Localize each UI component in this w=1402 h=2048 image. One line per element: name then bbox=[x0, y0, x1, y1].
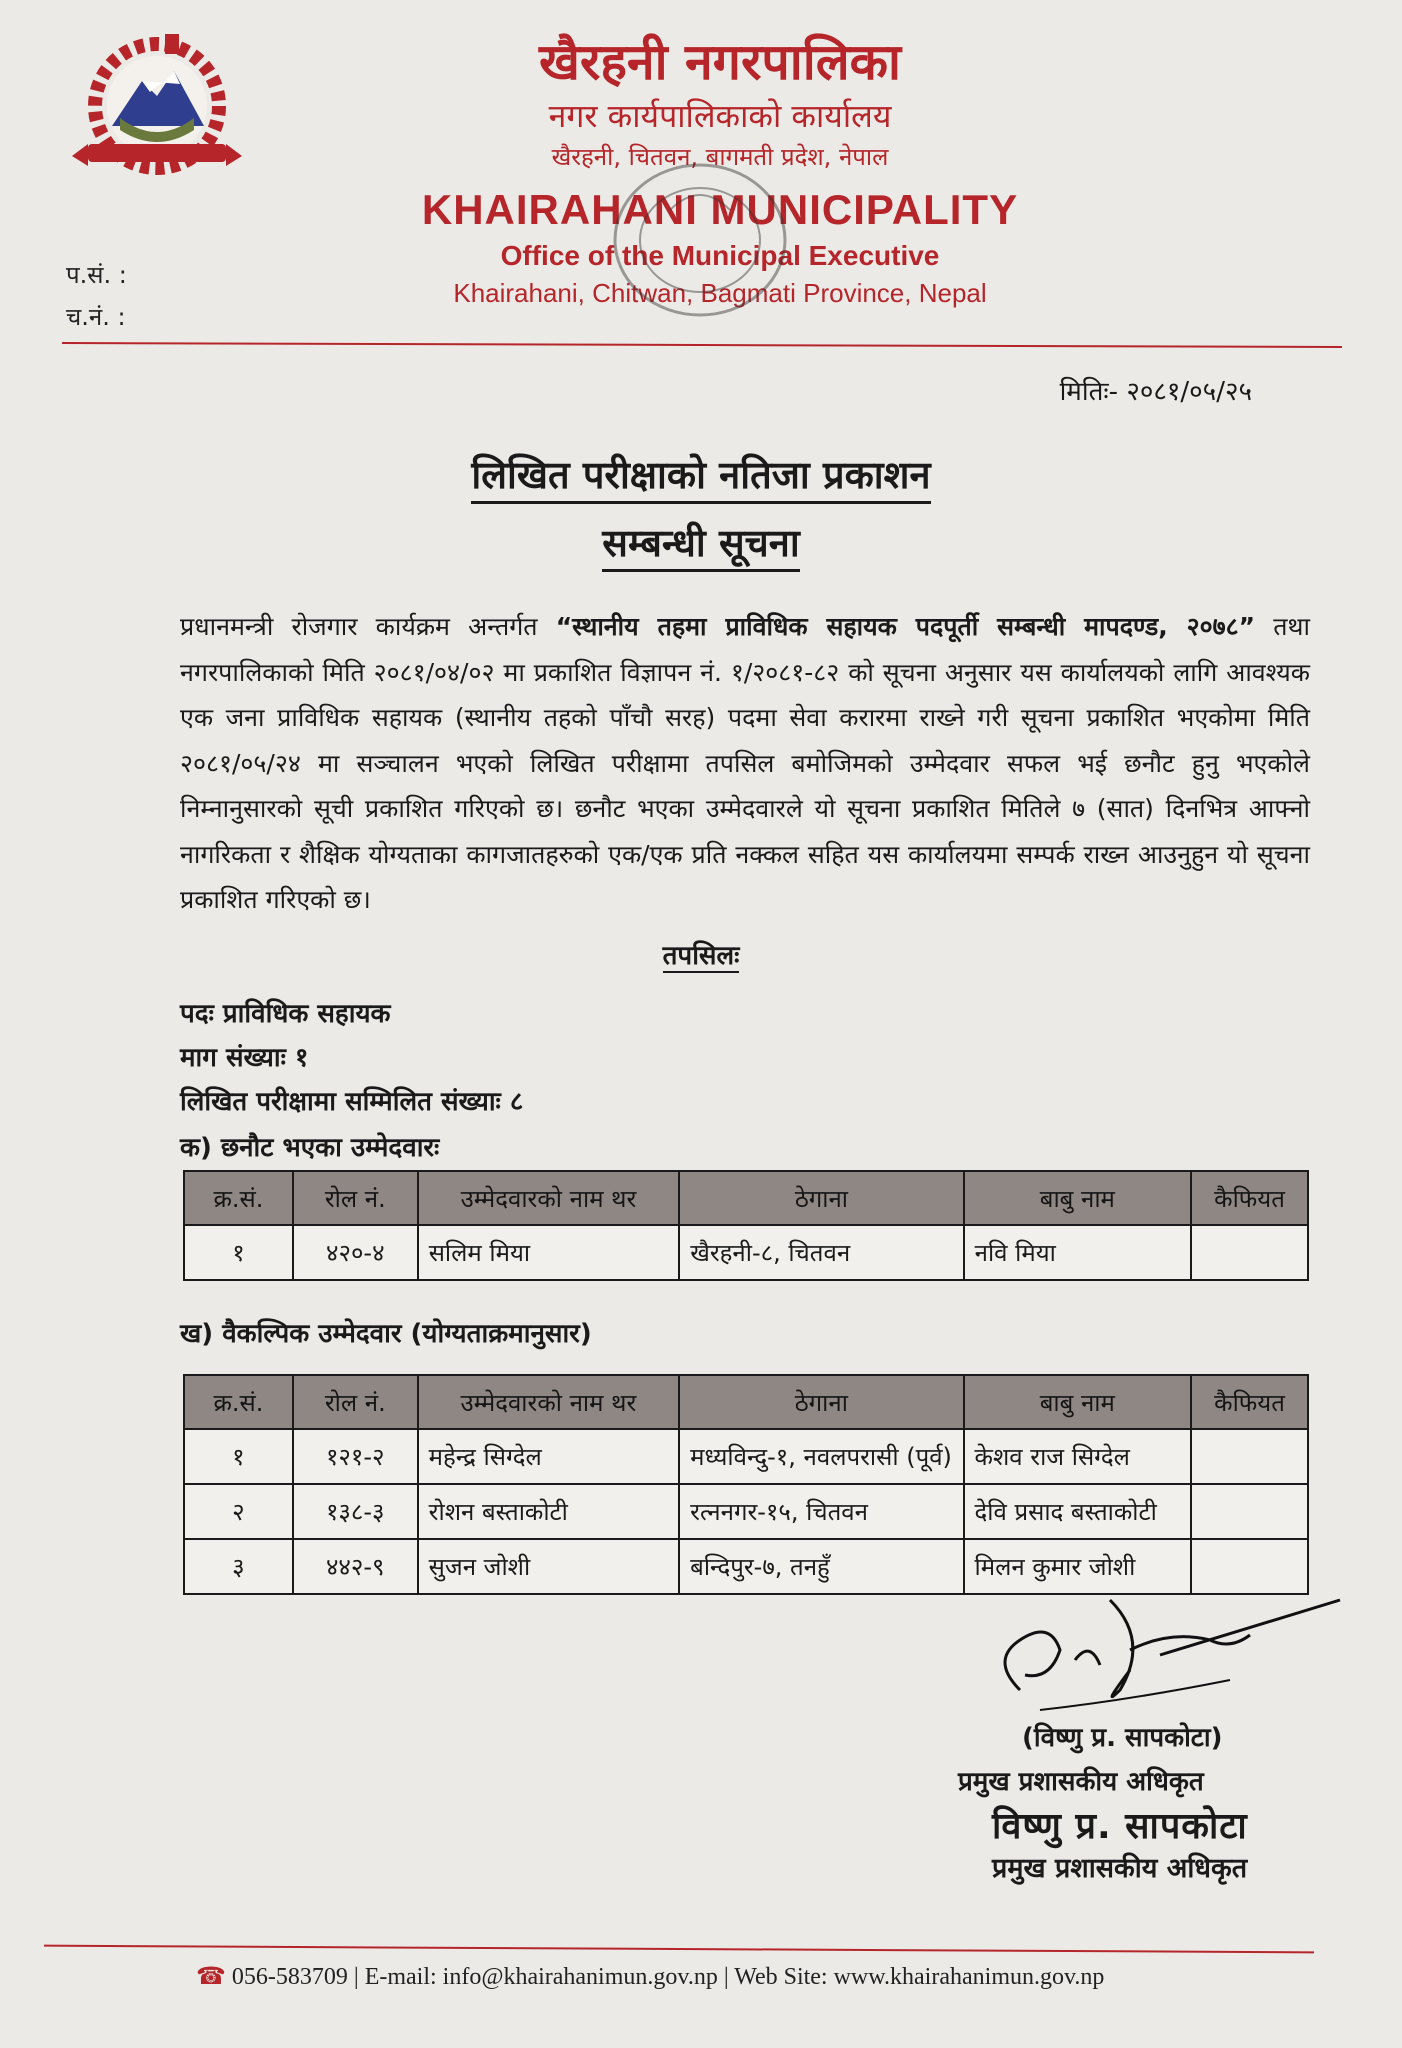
col-header-father: बाबु नाम bbox=[964, 1375, 1192, 1429]
address-nepali: खैरहनी, चितवन, बागमती प्रदेश, नेपाल bbox=[551, 143, 889, 171]
col-header-remarks: कैफियत bbox=[1191, 1171, 1308, 1225]
table-row bbox=[184, 1225, 1308, 1280]
cell-roll: ४४२-९ bbox=[293, 1539, 418, 1594]
col-header-sn: क्र.सं. bbox=[184, 1375, 293, 1429]
col-header-roll: रोल नं. bbox=[293, 1171, 418, 1225]
header-divider bbox=[62, 342, 1342, 348]
selected-candidates-heading: क) छनौट भएका उम्मेदवारः bbox=[180, 1133, 440, 1163]
details-heading: तपसिलः bbox=[662, 941, 740, 971]
notice-title-line1: लिखित परीक्षाको नतिजा प्रकाशन bbox=[0, 448, 1402, 500]
cell-sn: ३ bbox=[184, 1539, 293, 1594]
notice-title-line2: सम्बन्धी सूचना bbox=[0, 516, 1402, 568]
footer-contact-text: 056-583709 | E-mail: info@khairahanimun.gov.np | Web Site: www.khairahanimun.gov.np bbox=[231, 1964, 1105, 1990]
cell-address: मध्यविन्दु-१, नवलपरासी (पूर्व) bbox=[679, 1429, 963, 1484]
table-header-row bbox=[184, 1171, 1308, 1225]
reference-number-label: प.सं. : bbox=[66, 261, 127, 289]
notice-body bbox=[180, 604, 1310, 923]
col-header-name: उम्मेदवारको नाम थर bbox=[418, 1171, 680, 1225]
col-header-father: बाबु नाम bbox=[964, 1171, 1191, 1225]
office-name-nepali: नगर कार्यपालिकाको कार्यालय bbox=[548, 97, 892, 135]
notice-date: मितिः- २०८१/०५/२५ bbox=[1059, 377, 1252, 407]
cell-address: बन्दिपुर-७, तनहुँ bbox=[679, 1539, 963, 1594]
cell-remarks bbox=[1191, 1429, 1308, 1484]
col-header-address: ठेगाना bbox=[679, 1171, 963, 1225]
cell-sn: १ bbox=[184, 1429, 293, 1484]
cell-name: सुजन जोशी bbox=[418, 1539, 679, 1594]
col-header-address: ठेगाना bbox=[679, 1375, 963, 1429]
table-header-row bbox=[184, 1375, 1308, 1429]
contact-footer bbox=[196, 1962, 1104, 1991]
seal-designation: प्रमुख प्रशासकीय अधिकृत bbox=[992, 1853, 1248, 1884]
cell-sn: १ bbox=[184, 1225, 293, 1280]
office-name-english: Office of the Municipal Executive bbox=[500, 240, 940, 271]
body-intro: प्रधानमन्त्री रोजगार कार्यक्रम अन्तर्गत bbox=[180, 612, 556, 641]
signatory-name: (विष्णु प्र. सापकोटा) bbox=[1022, 1723, 1223, 1753]
col-header-sn: क्र.सं. bbox=[184, 1171, 293, 1225]
selected-candidates-table bbox=[183, 1170, 1309, 1281]
signatory-designation: प्रमुख प्रशासकीय अधिकृत bbox=[958, 1767, 1204, 1797]
cell-name: सलिम मिया bbox=[418, 1225, 680, 1280]
cell-remarks bbox=[1191, 1484, 1308, 1539]
cell-roll: ४२०-४ bbox=[293, 1225, 418, 1280]
cell-address: रत्ननगर-१५, चितवन bbox=[679, 1484, 963, 1539]
nepal-emblem-icon bbox=[62, 26, 252, 201]
cell-father: नवि मिया bbox=[964, 1225, 1191, 1280]
alternate-candidates-table bbox=[183, 1374, 1309, 1595]
cell-name: रोशन बस्ताकोटी bbox=[418, 1484, 679, 1539]
col-header-remarks: कैफियत bbox=[1191, 1375, 1308, 1429]
cell-address: खैरहनी-८, चितवन bbox=[679, 1225, 963, 1280]
cell-sn: २ bbox=[184, 1484, 293, 1539]
alternate-candidates-heading: ख) वैकल्पिक उम्मेदवार (योग्यताक्रमानुसार) bbox=[180, 1319, 592, 1349]
body-standard-name: “स्थानीय तहमा प्राविधिक सहायक पदपूर्ती सम्बन्धी मापदण्ड, २०७८” bbox=[555, 612, 1256, 641]
signature-icon bbox=[980, 1580, 1350, 1730]
cell-father: मिलन कुमार जोशी bbox=[964, 1539, 1192, 1594]
footer-divider bbox=[44, 1945, 1314, 1954]
dispatch-number-label: च.नं. : bbox=[66, 303, 126, 331]
demand-count: माग संख्याः १ bbox=[180, 1043, 309, 1073]
table-row bbox=[184, 1484, 1308, 1539]
examinee-count: लिखित परीक्षामा सम्मिलित संख्याः ८ bbox=[180, 1087, 524, 1117]
office-stamp-icon bbox=[600, 150, 800, 330]
post-name: पदः प्राविधिक सहायक bbox=[180, 999, 391, 1029]
municipality-name-nepali: खैरहनी नगरपालिका bbox=[539, 33, 901, 91]
cell-father: केशव राज सिग्देल bbox=[964, 1429, 1192, 1484]
cell-roll: १२१-२ bbox=[293, 1429, 418, 1484]
body-details: तथा नगरपालिकाको मिति २०८१/०४/०२ मा प्रकाशित विज्ञापन नं. १/२०८१-८२ को सूचना अनुसार यस कार्यालयको लागि आवश्यक एक जना प्राविधिक सहायक (स्थानीय तहको पाँचौ सरह) पदमा सेवा करारमा राख्ने गरी सूचना प्रकाशित भएकोमा मिति २०८१/०५/२४ मा सञ्चालन भएको लिखित परीक्षामा तपसिल बमोजिमको उम्मेदवार सफल भई छनौट हुनु भएकोले निम्नानुसारको सूची प्रकाशित गरिएको छ। छनौट भएका उम्मेदवारले यो सूचना प्रकाशित मितिले ७ (सात) दिनभित्र आफ्नो नागरिकता र शैक्षिक योग्यताका कागजातहरुको एक/एक प्रति नक्कल सहित यस कार्यालयमा सम्पर्क राख्न आउनुहुन यो सूचना प्रकाशित गरिएको छ। bbox=[180, 612, 1310, 914]
municipality-name-english: KHAIRAHANI MUNICIPALITY bbox=[421, 186, 1019, 233]
cell-father: देवि प्रसाद बस्ताकोटी bbox=[964, 1484, 1192, 1539]
telephone-icon: ☎ bbox=[196, 1964, 226, 1990]
cell-remarks bbox=[1191, 1225, 1308, 1280]
cell-roll: १३८-३ bbox=[293, 1484, 418, 1539]
address-english: Khairahani, Chitwan, Bagmati Province, Nepal bbox=[453, 278, 987, 308]
cell-name: महेन्द्र सिग्देल bbox=[418, 1429, 679, 1484]
col-header-name: उम्मेदवारको नाम थर bbox=[418, 1375, 679, 1429]
seal-name: विष्णु प्र. सापकोटा bbox=[992, 1806, 1248, 1847]
col-header-roll: रोल नं. bbox=[293, 1375, 418, 1429]
table-row bbox=[184, 1429, 1308, 1484]
